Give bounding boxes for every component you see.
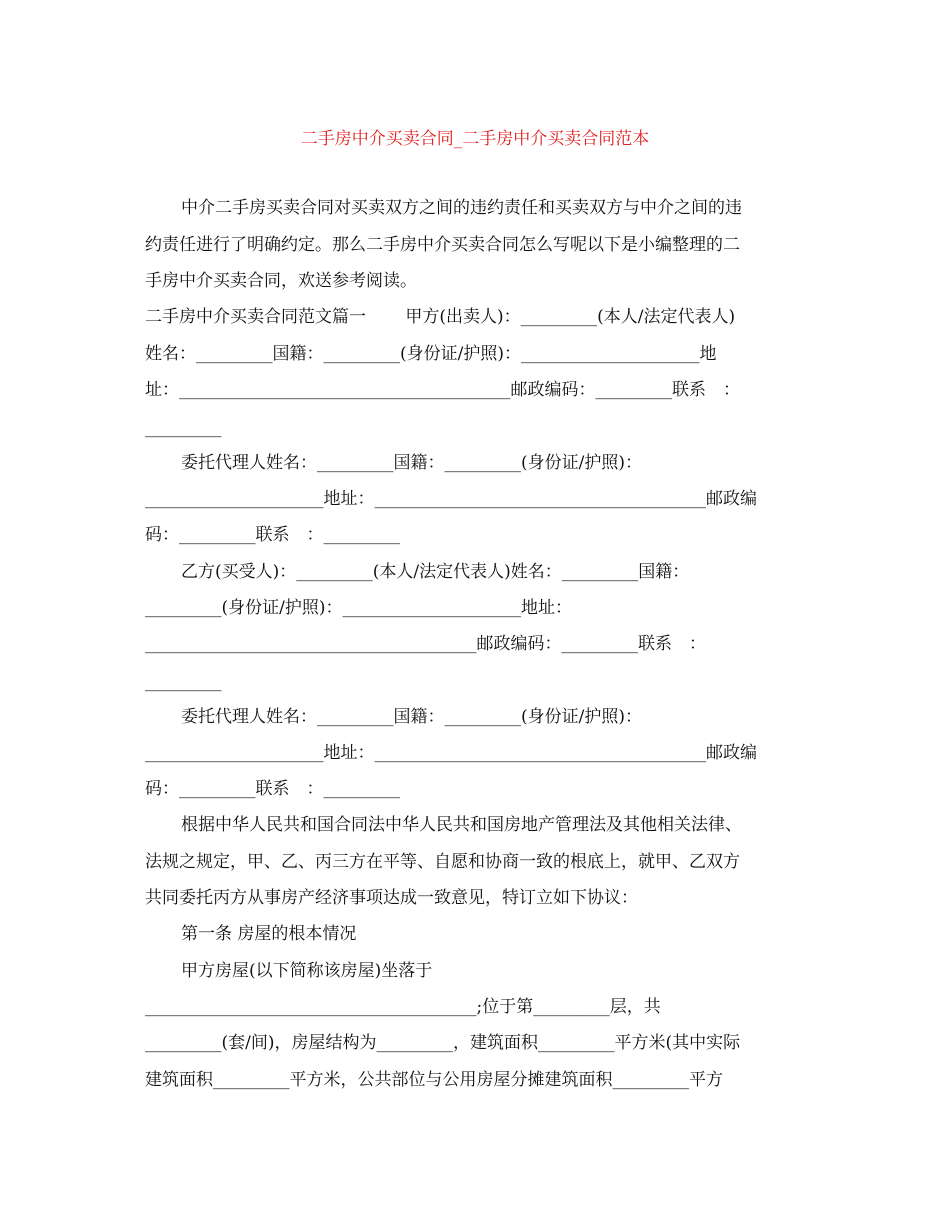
text-line: _____________________地址：_______________________________________邮政编 — [145, 489, 757, 509]
text-line: _________(套/间)，房屋结构为_________，建筑面积_________平方米(其中实际 — [145, 1033, 741, 1053]
document-title: 二手房中介买卖合同_二手房中介买卖合同范本 — [300, 129, 650, 149]
text-line: 约责任进行了明确约定。那么二手房中介买卖合同怎么写呢以下是小编整理的二 — [145, 235, 740, 255]
text-line: _____________________地址：_______________________________________邮政编 — [145, 743, 757, 763]
text-line: _________ — [145, 672, 222, 692]
section-heading: 第一条 房屋的根本情况 — [181, 924, 357, 944]
text-line: 根据中华人民共和国合同法中华人民共和国房地产管理法及其他相关法律、 — [181, 815, 742, 835]
text-line: 甲方房屋(以下简称该房屋)坐落于 — [181, 961, 433, 981]
text-line: _________ — [145, 418, 222, 438]
text-line: 中介二手房买卖合同对买卖双方之间的违约责任和买卖双方与中介之间的违 — [181, 198, 742, 218]
text-line: 址：_______________________________________邮政编码：_________联系 ： — [145, 380, 740, 400]
text-line: 手房中介买卖合同，欢送参考阅读。 — [145, 271, 417, 291]
text-line: _______________________________________邮政编码：_________联系 ： — [145, 634, 706, 654]
text-line: _______________________________________;位于第_________层，共 — [145, 997, 661, 1017]
text-line: 建筑面积_________平方米，公共部位与公用房屋分摊建筑面积_________平方 — [145, 1070, 723, 1090]
text-line: 乙方(买受人)：_________(本人/法定代表人)姓名：_________国籍： — [181, 562, 690, 582]
text-line: 法规之规定，甲、乙、丙三方在平等、自愿和协商一致的根底上，就甲、乙双方 — [145, 852, 740, 872]
text-line: 姓名：_________国籍：_________(身份证/护照)：_____________________地 — [145, 344, 717, 364]
text-line: _________(身份证/护照)：_____________________地址： — [145, 598, 572, 618]
text-line: 二手房中介买卖合同范文篇一 甲方(出卖人)：_________(本人/法定代表人) — [145, 307, 736, 327]
text-line: 码：_________联系 ：_________ — [145, 525, 400, 545]
text-line: 委托代理人姓名：_________国籍：_________(身份证/护照)： — [181, 453, 642, 473]
text-line: 共同委托丙方从事房产经济事项达成一致意见，特订立如下协议： — [145, 888, 638, 908]
text-line: 码：_________联系 ：_________ — [145, 779, 400, 799]
text-line: 委托代理人姓名：_________国籍：_________(身份证/护照)： — [181, 707, 642, 727]
